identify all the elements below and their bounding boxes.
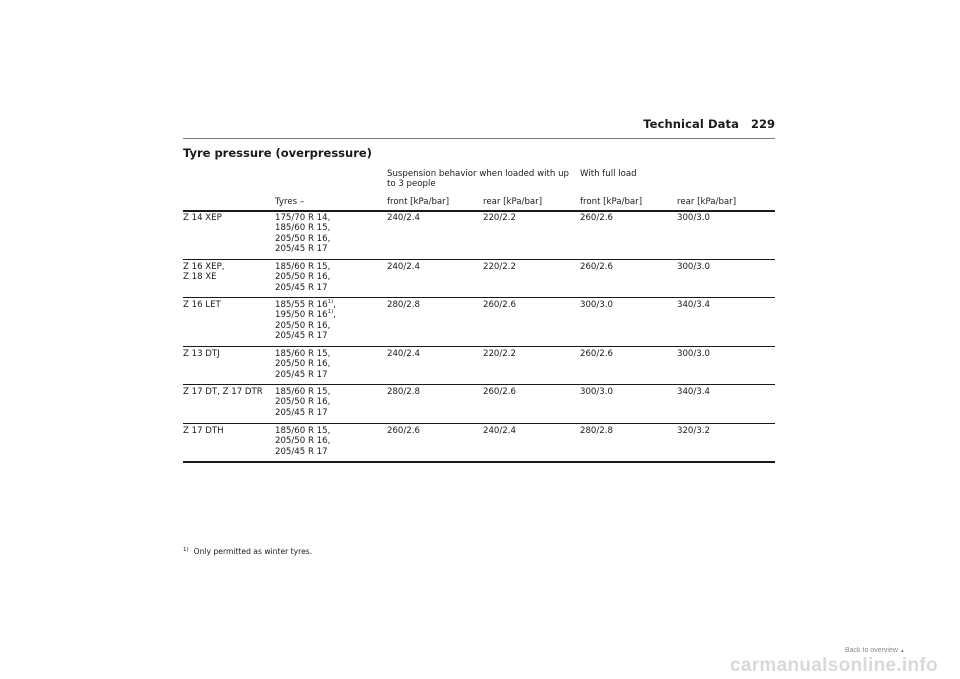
footnote-text: Only permitted as winter tyres. xyxy=(193,547,313,556)
front-load-cell: 240/2.4 xyxy=(387,262,420,272)
page-number: 229 xyxy=(750,117,775,131)
front-full-cell: 300/3.0 xyxy=(580,300,613,310)
column-header-front-load: front [kPa/bar] xyxy=(387,197,450,207)
column-header-rear-load: rear [kPa/bar] xyxy=(483,197,543,207)
rear-full-cell: 320/3.2 xyxy=(677,426,710,436)
row-rule xyxy=(183,259,775,260)
row-rule xyxy=(183,384,775,385)
rear-full-cell: 300/3.0 xyxy=(677,213,710,223)
front-load-cell: 240/2.4 xyxy=(387,349,420,359)
tyres-cell: 185/60 R 15, 205/50 R 16, 205/45 R 17 xyxy=(275,262,331,293)
front-load-cell: 280/2.8 xyxy=(387,387,420,397)
table-header-rule xyxy=(183,210,775,212)
front-load-cell: 280/2.8 xyxy=(387,300,420,310)
column-header-rear-full: rear [kPa/bar] xyxy=(677,197,737,207)
row-rule xyxy=(183,346,775,347)
rear-load-cell: 260/2.6 xyxy=(483,387,516,397)
front-full-cell: 260/2.6 xyxy=(580,349,613,359)
front-full-cell: 280/2.8 xyxy=(580,426,613,436)
footnote-marker: 1) xyxy=(327,299,334,305)
watermark: carmanualsonline.info xyxy=(730,655,938,676)
section-title: Tyre pressure (overpressure) xyxy=(183,146,372,160)
tyres-cell: 185/55 R 16$^{1)}$, 195/50 R 16$^{1)}$, 205/50 R 16, 205/45 R 17 xyxy=(275,299,336,342)
front-load-cell: 260/2.6 xyxy=(387,426,420,436)
column-header-tyres: Tyres – xyxy=(275,197,305,207)
row-rule xyxy=(183,423,775,424)
tyres-cell: 185/60 R 15, 205/50 R 16, 205/45 R 17 xyxy=(275,426,331,457)
rear-load-cell: 240/2.4 xyxy=(483,426,516,436)
front-full-cell: 260/2.6 xyxy=(580,262,613,272)
header-title: Technical Data xyxy=(643,117,739,131)
engine-cell: Z 13 DTJ xyxy=(183,349,220,359)
front-load-cell: 240/2.4 xyxy=(387,213,420,223)
group-header-load: Suspension behavior when loaded with up to 3 people xyxy=(387,169,569,190)
rear-load-cell: 220/2.2 xyxy=(483,349,516,359)
front-full-cell: 300/3.0 xyxy=(580,387,613,397)
engine-cell: Z 16 XEP, Z 18 XE xyxy=(183,262,225,283)
header-rule xyxy=(183,138,775,139)
footnote xyxy=(183,547,312,556)
up-arrow-icon: ▲ xyxy=(899,648,905,654)
table-end-rule xyxy=(183,461,775,463)
front-full-cell: 260/2.6 xyxy=(580,213,613,223)
rear-full-cell: 300/3.0 xyxy=(677,262,710,272)
group-header-full-load: With full load xyxy=(580,169,637,179)
rear-full-cell: 340/3.4 xyxy=(677,387,710,397)
engine-cell: Z 16 LET xyxy=(183,300,221,310)
column-header-front-full: front [kPa/bar] xyxy=(580,197,643,207)
tyres-cell: 185/60 R 15, 205/50 R 16, 205/45 R 17 xyxy=(275,349,331,380)
rear-full-cell: 340/3.4 xyxy=(677,300,710,310)
rear-load-cell: 220/2.2 xyxy=(483,213,516,223)
tyres-cell: 185/60 R 15, 205/50 R 16, 205/45 R 17 xyxy=(275,387,331,418)
tyres-cell: 175/70 R 14, 185/60 R 15, 205/50 R 16, 205/45 R 17 xyxy=(275,213,331,255)
engine-cell: Z 17 DTH xyxy=(183,426,224,436)
engine-cell: Z 17 DT, Z 17 DTR xyxy=(183,387,263,397)
engine-cell: Z 14 XEP xyxy=(183,213,222,223)
rear-full-cell: 300/3.0 xyxy=(677,349,710,359)
rear-load-cell: 260/2.6 xyxy=(483,300,516,310)
back-to-overview-label: Back to overview xyxy=(845,647,898,654)
page-header xyxy=(183,117,775,139)
back-to-overview-link[interactable] xyxy=(845,647,905,654)
row-rule xyxy=(183,297,775,298)
footnote-marker: 1) xyxy=(183,547,189,553)
footnote-marker: 1) xyxy=(327,309,334,316)
rear-load-cell: 220/2.2 xyxy=(483,262,516,272)
